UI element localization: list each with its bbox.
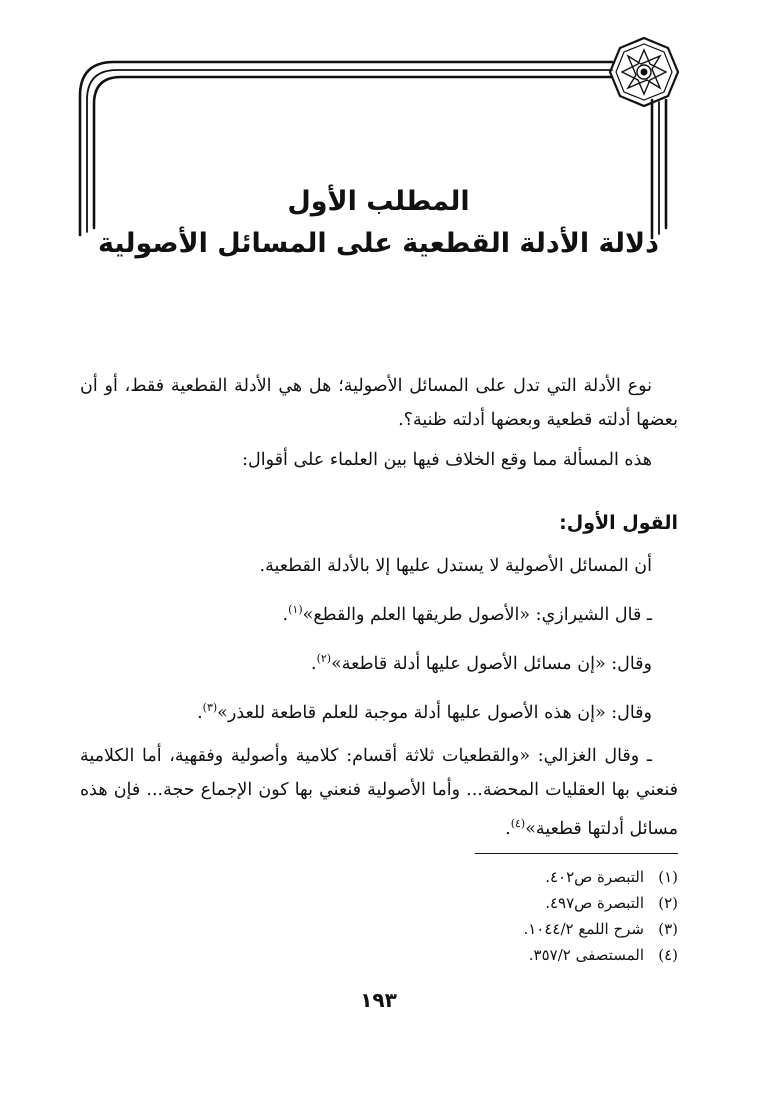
footnote-ref: (٢) <box>316 651 332 665</box>
ornament-icon <box>610 38 678 106</box>
footnote-number: (١) <box>658 868 678 886</box>
footnote-number: (٤) <box>658 946 678 964</box>
quote-ghazali: ـ وقال الغزالي: «والقطعيات ثلاثة أقسام: كلامية وأصولية وفقهية، أما الكلامية فنعني بها العقليات المحضة... وأما الأصولية فنعني بها كون الإجماع حجة... فإن هذه مسائل أدلتها قطعية»$^{(٤)}$. <box>80 746 678 840</box>
quote-text: ـ قال الشيرازي: «الأصول طريقها العلم والقطع» <box>302 604 652 625</box>
quote-shirazi-3: وقال: «إن هذه الأصول عليها أدلة موجبة للعلم قاطعة للعذر»$^{(٣)}$. <box>197 700 652 723</box>
opinion-block <box>80 549 678 846</box>
opinion-heading: القول الأول: <box>559 512 678 534</box>
section-subtitle: دلالة الأدلة القطعية على المسائل الأصولية <box>97 228 659 259</box>
page-number: ١٩٣ <box>360 988 397 1012</box>
opinion-statement: أن المسائل الأصولية لا يستدل عليها إلا بالأدلة القطعية. <box>259 556 652 576</box>
quote-text: وقال: «إن هذه الأصول عليها أدلة موجبة للعلم قاطعة للعذر» <box>217 702 652 723</box>
footnote-3 <box>523 916 678 942</box>
footnote-text: التبصرة ص٤٩٧. <box>545 894 644 912</box>
quote-shirazi-1: ـ قال الشيرازي: «الأصول طريقها العلم والقطع»$^{(١)}$. <box>282 603 652 625</box>
footnote-2 <box>545 890 678 916</box>
footnote-number: (٣) <box>658 920 678 938</box>
footnote-text: المستصفى ٣٥٧/٢. <box>528 946 644 964</box>
footnote-number: (٢) <box>658 894 678 912</box>
intro-paragraph-2: هذه المسألة مما وقع الخلاف فيها بين العلماء على أقوال: <box>242 450 652 470</box>
footnote-ref: (٤) <box>510 817 526 831</box>
quote-shirazi-2: وقال: «إن مسائل الأصول عليها أدلة قاطعة»$^{(٢)}$. <box>311 651 652 674</box>
intro-paragraph-1: نوع الأدلة التي تدل على المسائل الأصولية؛ هل هي الأدلة القطعية فقط، أو أن بعضها أدلته قطعية وبعضها أدلته ظنية؟. <box>80 376 678 430</box>
footnote-4 <box>529 942 678 968</box>
section-title: المطلب الأول <box>287 186 470 217</box>
quote-text: ـ وقال الغزالي: «والقطعيات ثلاثة أقسام: كلامية وأصولية وفقهية، أما الكلامية فنعني بها العقليات المحضة... وأما الأصولية فنعني بها كون الإجماع حجة... فإن هذه مسائل أدلتها قطعية» <box>80 746 678 840</box>
footnote-ref: (١) <box>288 603 303 616</box>
footnote-divider <box>475 853 678 854</box>
intro-block <box>80 369 678 477</box>
footnote-text: التبصرة ص٤٠٢. <box>545 868 644 886</box>
footnote-1 <box>545 864 678 890</box>
footnote-ref: (٣) <box>202 700 218 714</box>
footnote-text: شرح اللمع ١٠٤٤/٢. <box>523 920 644 938</box>
quote-text: وقال: «إن مسائل الأصول عليها أدلة قاطعة» <box>331 653 652 674</box>
